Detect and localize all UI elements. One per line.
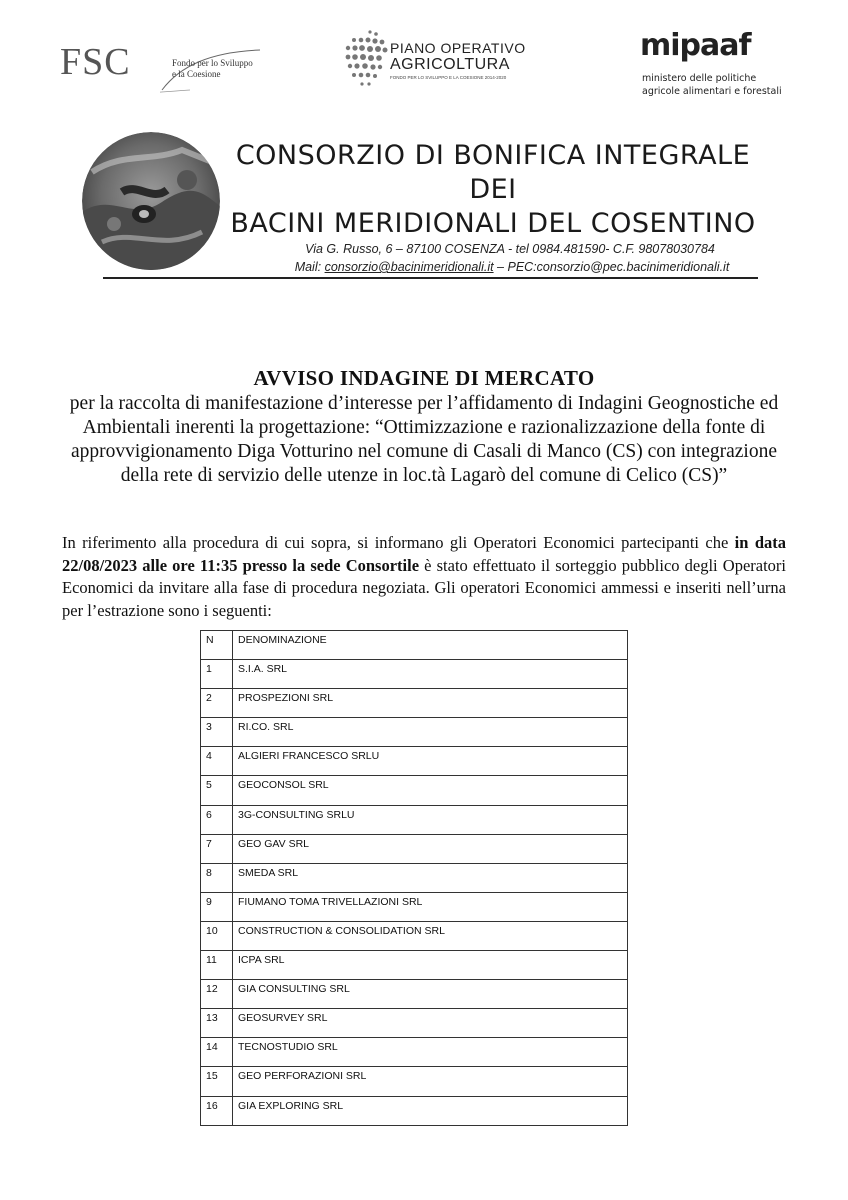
table-row [201, 1096, 628, 1125]
consorzio-title-line3: BACINI MERIDIONALI DEL COSENTINO [230, 208, 756, 239]
table-row [201, 921, 628, 950]
row-name: GEOSURVEY SRL [233, 1009, 628, 1038]
row-number: 16 [201, 1096, 233, 1125]
table-row [201, 1067, 628, 1096]
fsc-logo [60, 40, 280, 96]
intro-bold-date: in data 22/08/2023 alle ore 11:35 presso la sede Consortile [62, 533, 786, 575]
table-row [201, 1038, 628, 1067]
table-row [201, 689, 628, 718]
row-number: 11 [201, 951, 233, 980]
row-number: 15 [201, 1067, 233, 1096]
row-number: 7 [201, 834, 233, 863]
header-n: N [201, 631, 233, 660]
row-number: 3 [201, 718, 233, 747]
row-number: 6 [201, 805, 233, 834]
mail-link[interactable]: consorzio@bacinimeridionali.it [324, 260, 494, 274]
row-name: GEOCONSOL SRL [233, 776, 628, 805]
row-name: TECNOSTUDIO SRL [233, 1038, 628, 1067]
row-number: 12 [201, 980, 233, 1009]
consorzio-contacts [272, 260, 752, 274]
header-denominazione: DENOMINAZIONE [233, 631, 628, 660]
row-number: 5 [201, 776, 233, 805]
piano-operativo-line1: PIANO OPERATIVO [390, 40, 526, 56]
dots-logo-icon [340, 28, 388, 90]
mipaaf-caption [642, 72, 782, 98]
row-name: GEO PERFORAZIONI SRL [233, 1067, 628, 1096]
row-name: CONSTRUCTION & CONSOLIDATION SRL [233, 921, 628, 950]
header-divider [103, 277, 758, 279]
row-name: GEO GAV SRL [233, 834, 628, 863]
consorzio-title-line2: DEI [469, 174, 517, 205]
operators-table [200, 630, 628, 1126]
row-number: 4 [201, 747, 233, 776]
row-name: GIA EXPLORING SRL [233, 1096, 628, 1125]
pec-text: – PEC:consorzio@pec.bacinimeridionali.it [493, 260, 730, 274]
mipaaf-caption-line1: ministero delle politiche [642, 73, 757, 84]
mipaaf-wordmark: mipaaf [640, 28, 751, 63]
table-row [201, 660, 628, 689]
fsc-letters: FSC [60, 41, 131, 83]
row-number: 9 [201, 892, 233, 921]
row-name: ICPA SRL [233, 951, 628, 980]
row-name: RI.CO. SRL [233, 718, 628, 747]
piano-operativo-line2: AGRICOLTURA [390, 56, 510, 73]
row-number: 1 [201, 660, 233, 689]
row-number: 10 [201, 921, 233, 950]
piano-operativo-line3: FONDO PER LO SVILUPPO E LA COESIONE 2014-2020 [390, 75, 507, 80]
table-row [201, 834, 628, 863]
intro-part-a: In riferimento alla procedura di cui sopra, si informano gli Operatori Economici partecipanti che [62, 533, 735, 552]
row-name: S.I.A. SRL [233, 660, 628, 689]
row-number: 13 [201, 1009, 233, 1038]
table-row [201, 805, 628, 834]
notice-intro [62, 532, 786, 622]
row-name: FIUMANO TOMA TRIVELLAZIONI SRL [233, 892, 628, 921]
intro-part-b: è stato effettuato il sorteggio pubblico degli Operatori Economici da invitare alla fase di procedura negoziata. Gli operatori Economici ammessi e inseriti nell’urna per l’estrazione sono i seguenti: [62, 555, 786, 620]
row-name: GIA CONSULTING SRL [233, 980, 628, 1009]
consorzio-emblem-image [82, 132, 220, 270]
consorzio-title-line1: CONSORZIO DI BONIFICA INTEGRALE [235, 140, 751, 171]
table-row [201, 892, 628, 921]
table-row [201, 718, 628, 747]
notice-subject: per la raccolta di manifestazione d’interesse per l’affidamento di Indagini Geognostiche ed Ambientali inerenti la progettazione: “Ottimizzazione e razionalizzazione della fonte di approvvigionamento Diga Votturino nel comune di Casali di Manco (CS) con integrazione della rete di servizio delle utenze in loc.tà Lagarò del comune di Celico (CS)” [69, 393, 779, 486]
mipaaf-caption-line2: agricole alimentari e forestali [642, 86, 782, 97]
row-name: 3G-CONSULTING SRLU [233, 805, 628, 834]
fsc-caption-line1: Fondo per lo Sviluppo [172, 58, 253, 68]
table-row [201, 1009, 628, 1038]
row-number: 14 [201, 1038, 233, 1067]
row-name: SMEDA SRL [233, 863, 628, 892]
table-row [201, 863, 628, 892]
row-number: 8 [201, 863, 233, 892]
table-row [201, 980, 628, 1009]
mipaaf-logo [640, 28, 790, 108]
table-header-row [201, 631, 628, 660]
row-name: PROSPEZIONI SRL [233, 689, 628, 718]
piano-operativo-logo [340, 28, 530, 98]
notice-title: AVVISO INDAGINE DI MERCATO [253, 366, 595, 390]
row-name: ALGIERI FRANCESCO SRLU [233, 747, 628, 776]
table-row [201, 776, 628, 805]
table-row [201, 951, 628, 980]
row-number: 2 [201, 689, 233, 718]
table-row [201, 747, 628, 776]
consorzio-address: Via G. Russo, 6 – 87100 COSENZA - tel 0984.481590- C.F. 98078030784 [305, 242, 715, 256]
fsc-caption-line2: e la Coesione [172, 69, 221, 79]
mail-label: Mail: [294, 260, 325, 274]
fsc-caption [172, 58, 253, 80]
